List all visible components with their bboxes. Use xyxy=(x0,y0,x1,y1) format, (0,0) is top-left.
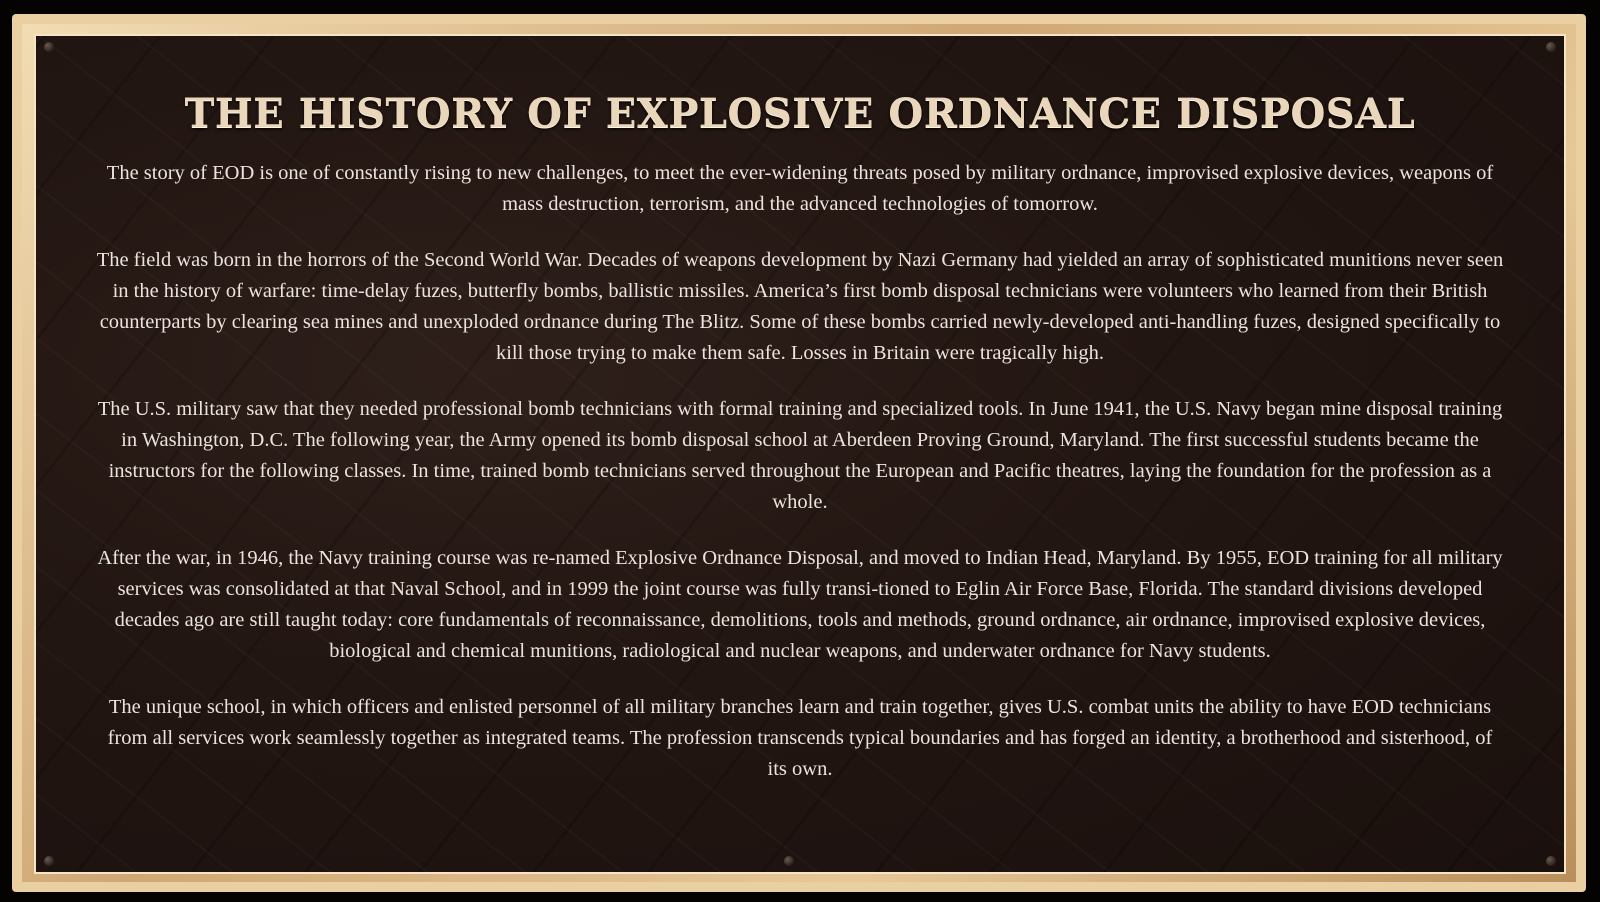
screw-bottom-center-icon xyxy=(784,856,794,866)
paragraph-joint-school: The unique school, in which officers and enlisted personnel of all military branches learn and train together, gives U.S. combat units the ability to have EOD technicians from all services work seamlessly together as integrated teams. The profession transcends typical boundaries and has forged an identity, a brotherhood and sisterhood, of its own. xyxy=(107,696,1493,780)
screw-top-left-icon xyxy=(44,42,54,52)
screw-bottom-right-icon xyxy=(1546,856,1556,866)
paragraph-us-training: The U.S. military saw that they needed professional bomb technicians with formal training and specialized tools. In June 1941, the U.S. Navy began mine disposal training in Washington, D.C. The following year, the Army opened its bomb disposal school at Aberdeen Proving Ground, Maryland. The first successful students became the instructors for the following classes. In time, trained bomb technicians served throughout the European and Pacific theatres, laying the foundation for the profession as a whole. xyxy=(97,398,1503,513)
screw-bottom-left-icon xyxy=(44,856,54,866)
plaque-body xyxy=(96,158,1504,810)
plaque-panel xyxy=(34,34,1566,874)
screw-top-right-icon xyxy=(1546,42,1556,52)
paragraph-post-war: After the war, in 1946, the Navy training course was re-named Explosive Ordnance Disposal, and moved to Indian Head, Maryland. By 1955, EOD training for all military services was consolidated at that Naval School, and in 1999 the joint course was fully transi-tioned to Eglin Air Force Base, Florida. The standard divisions developed decades ago are still taught today: core fundamentals of reconnaissance, demolitions, tools and methods, ground ordnance, air ordnance, improvised explosive devices, biological and chemical munitions, radiological and nuclear weapons, and underwater ordnance for Navy students. xyxy=(97,547,1503,662)
paragraph-origins: The field was born in the horrors of the Second World War. Decades of weapons development by Nazi Germany had yielded an array of sophisticated munitions never seen in the history of warfare: time-delay fuzes, butterfly bombs, ballistic missiles. America’s first bomb disposal technicians were volunteers who learned from their British counterparts by clearing sea mines and unexploded ordnance during The Blitz. Some of these bombs carried newly-developed anti-handling fuzes, designed specifically to kill those trying to make them safe. Losses in Britain were tragically high. xyxy=(96,249,1504,364)
plaque-title: THE HISTORY OF EXPLOSIVE ORDNANCE DISPOSAL xyxy=(184,90,1416,137)
paragraph-intro: The story of EOD is one of constantly rising to new challenges, to meet the ever-widening threats posed by military ordnance, improvised explosive devices, weapons of mass destruction, terrorism, and the advanced technologies of tomorrow. xyxy=(106,162,1494,215)
